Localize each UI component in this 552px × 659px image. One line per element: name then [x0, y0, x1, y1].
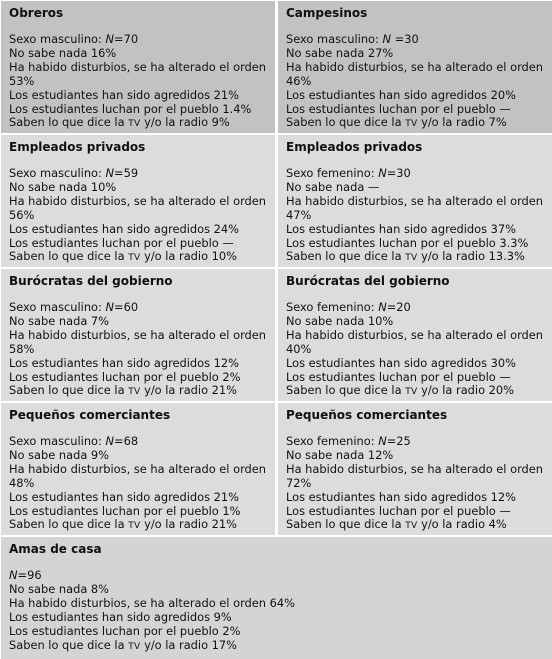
disturbios-line: Ha habido disturbios, se ha alterado el orden 47% [286, 193, 544, 222]
saben-pre: Saben lo que dice la [9, 383, 125, 398]
n-value: =20 [386, 300, 411, 314]
no-sabe-line: No sabe nada 10% [9, 179, 117, 194]
cell-empleados-privados-m [1, 135, 275, 267]
n-value: =70 [114, 32, 139, 46]
tv-abbr: TV [128, 253, 141, 264]
saben-pre: Saben lo que dice la [286, 115, 402, 130]
agredidos-line: Los estudiantes han sido agredidos 9% [9, 609, 232, 624]
n-value: =30 [391, 32, 419, 46]
cell-title: Burócratas del gobierno [9, 274, 173, 288]
n-value: =60 [114, 300, 139, 314]
cell-title: Amas de casa [9, 542, 102, 556]
saben-post: y/o la radio 4% [421, 517, 507, 532]
agredidos-line: Los estudiantes han sido agredidos 30% [286, 355, 516, 370]
sex-label: Sexo masculino: [9, 300, 102, 314]
n-label: N [105, 166, 115, 180]
saben-line [9, 250, 269, 266]
luchan-line: Los estudiantes luchan por el pueblo 2% [9, 369, 241, 384]
no-sabe-line: No sabe nada 10% [286, 313, 394, 328]
n-label: N [378, 434, 387, 448]
cell-campesinos [278, 1, 552, 133]
sample-line [286, 435, 546, 449]
sex-label: Sexo masculino: [9, 32, 102, 46]
no-sabe-line: No sabe nada 8% [9, 581, 109, 596]
tv-abbr: TV [405, 387, 418, 398]
saben-line [286, 384, 546, 400]
saben-pre: Saben lo que dice la [286, 517, 402, 532]
disturbios-line: Ha habido disturbios, se ha alterado el orden 72% [286, 461, 544, 490]
cell-empleados-privados-f [278, 135, 552, 267]
saben-line [9, 639, 546, 655]
agredidos-line: Los estudiantes han sido agredidos 21% [9, 87, 239, 102]
saben-pre: Saben lo que dice la [9, 115, 125, 130]
sex-label: Sexo femenino: [286, 300, 375, 314]
n-value: =96 [17, 568, 42, 582]
luchan-line: Los estudiantes luchan por el pueblo — [286, 369, 511, 384]
sample-line [9, 33, 269, 47]
saben-post: y/o la radio 17% [144, 637, 237, 652]
sex-label: Sexo femenino: [286, 166, 375, 180]
luchan-line: Los estudiantes luchan por el pueblo 1% [9, 503, 241, 518]
cell-burocratas-f [278, 269, 552, 401]
tv-abbr: TV [405, 119, 418, 130]
n-label: N [382, 32, 392, 46]
no-sabe-line: No sabe nada 7% [9, 313, 109, 328]
cell-title: Empleados privados [9, 140, 146, 154]
tv-abbr: TV [405, 253, 418, 264]
agredidos-line: Los estudiantes han sido agredidos 24% [9, 221, 239, 236]
luchan-line: Los estudiantes luchan por el pueblo 2% [9, 623, 241, 638]
saben-post: y/o la radio 21% [144, 517, 237, 532]
n-label: N [105, 300, 115, 314]
n-value: =59 [114, 166, 139, 180]
cell-title: Pequeños comerciantes [9, 408, 171, 422]
sex-label: Sexo masculino: [9, 166, 102, 180]
saben-post: y/o la radio 9% [144, 115, 230, 130]
cell-pequenos-comerciantes-m [1, 403, 275, 535]
cell-title: Burócratas del gobierno [286, 274, 450, 288]
n-value: =68 [114, 434, 139, 448]
n-label: N [105, 434, 115, 448]
sample-line [9, 569, 546, 583]
sample-line [286, 33, 546, 47]
luchan-line: Los estudiantes luchan por el pueblo — [9, 235, 234, 250]
saben-post: y/o la radio 20% [421, 383, 514, 398]
sample-line [286, 301, 546, 315]
no-sabe-line: No sabe nada 27% [286, 45, 394, 60]
cell-pequenos-comerciantes-f [278, 403, 552, 535]
luchan-line: Los estudiantes luchan por el pueblo 1.4% [9, 101, 252, 116]
cell-burocratas-m [1, 269, 275, 401]
n-label: N [378, 166, 387, 180]
agredidos-line: Los estudiantes han sido agredidos 12% [286, 489, 516, 504]
tv-abbr: TV [128, 521, 141, 532]
cell-title: Pequeños comerciantes [286, 408, 448, 422]
n-label: N [9, 568, 18, 582]
saben-line [9, 384, 269, 400]
sample-line [9, 167, 269, 181]
saben-pre: Saben lo que dice la [9, 637, 125, 652]
no-sabe-line: No sabe nada 9% [9, 447, 109, 462]
disturbios-line: Ha habido disturbios, se ha alterado el orden 40% [286, 327, 544, 356]
sample-line [286, 167, 546, 181]
saben-line [286, 116, 546, 132]
disturbios-line: Ha habido disturbios, se ha alterado el orden 48% [9, 461, 267, 490]
n-value: =30 [386, 166, 411, 180]
agredidos-line: Los estudiantes han sido agredidos 37% [286, 221, 516, 236]
saben-line [286, 250, 546, 266]
disturbios-line: Ha habido disturbios, se ha alterado el orden 53% [9, 59, 267, 88]
disturbios-line: Ha habido disturbios, se ha alterado el orden 46% [286, 59, 544, 88]
agredidos-line: Los estudiantes han sido agredidos 12% [9, 355, 239, 370]
saben-post: y/o la radio 10% [144, 249, 237, 264]
n-label: N [105, 32, 115, 46]
saben-post: y/o la radio 21% [144, 383, 237, 398]
saben-pre: Saben lo que dice la [286, 249, 402, 264]
no-sabe-line: No sabe nada — [286, 179, 380, 194]
sex-label: Sexo masculino: [286, 32, 379, 46]
no-sabe-line: No sabe nada 12% [286, 447, 394, 462]
luchan-line: Los estudiantes luchan por el pueblo — [286, 101, 511, 116]
n-value: =25 [386, 434, 411, 448]
saben-line [9, 116, 269, 132]
cell-title: Campesinos [286, 6, 368, 20]
tv-abbr: TV [128, 387, 141, 398]
saben-post: y/o la radio 13.3% [421, 249, 525, 264]
saben-line [9, 518, 269, 534]
disturbios-line: Ha habido disturbios, se ha alterado el orden 56% [9, 193, 267, 222]
cell-amas-de-casa [1, 537, 552, 659]
sex-label: Sexo masculino: [9, 434, 102, 448]
saben-line [286, 518, 546, 534]
n-label: N [378, 300, 387, 314]
no-sabe-line: No sabe nada 16% [9, 45, 117, 60]
tv-abbr: TV [128, 119, 141, 130]
agredidos-line: Los estudiantes han sido agredidos 21% [9, 489, 239, 504]
saben-pre: Saben lo que dice la [286, 383, 402, 398]
tv-abbr: TV [405, 521, 418, 532]
disturbios-line: Ha habido disturbios, se ha alterado el orden 64% [9, 595, 295, 610]
saben-post: y/o la radio 7% [421, 115, 507, 130]
luchan-line: Los estudiantes luchan por el pueblo 3.3% [286, 235, 529, 250]
sample-line [9, 435, 269, 449]
sex-label: Sexo femenino: [286, 434, 375, 448]
agredidos-line: Los estudiantes han sido agredidos 20% [286, 87, 516, 102]
cell-obreros [1, 1, 275, 133]
sample-line [9, 301, 269, 315]
tv-abbr: TV [128, 641, 141, 652]
disturbios-line: Ha habido disturbios, se ha alterado el orden 58% [9, 327, 267, 356]
saben-pre: Saben lo que dice la [9, 517, 125, 532]
luchan-line: Los estudiantes luchan por el pueblo — [286, 503, 511, 518]
saben-pre: Saben lo que dice la [9, 249, 125, 264]
cell-title: Obreros [9, 6, 64, 20]
cell-title: Empleados privados [286, 140, 423, 154]
